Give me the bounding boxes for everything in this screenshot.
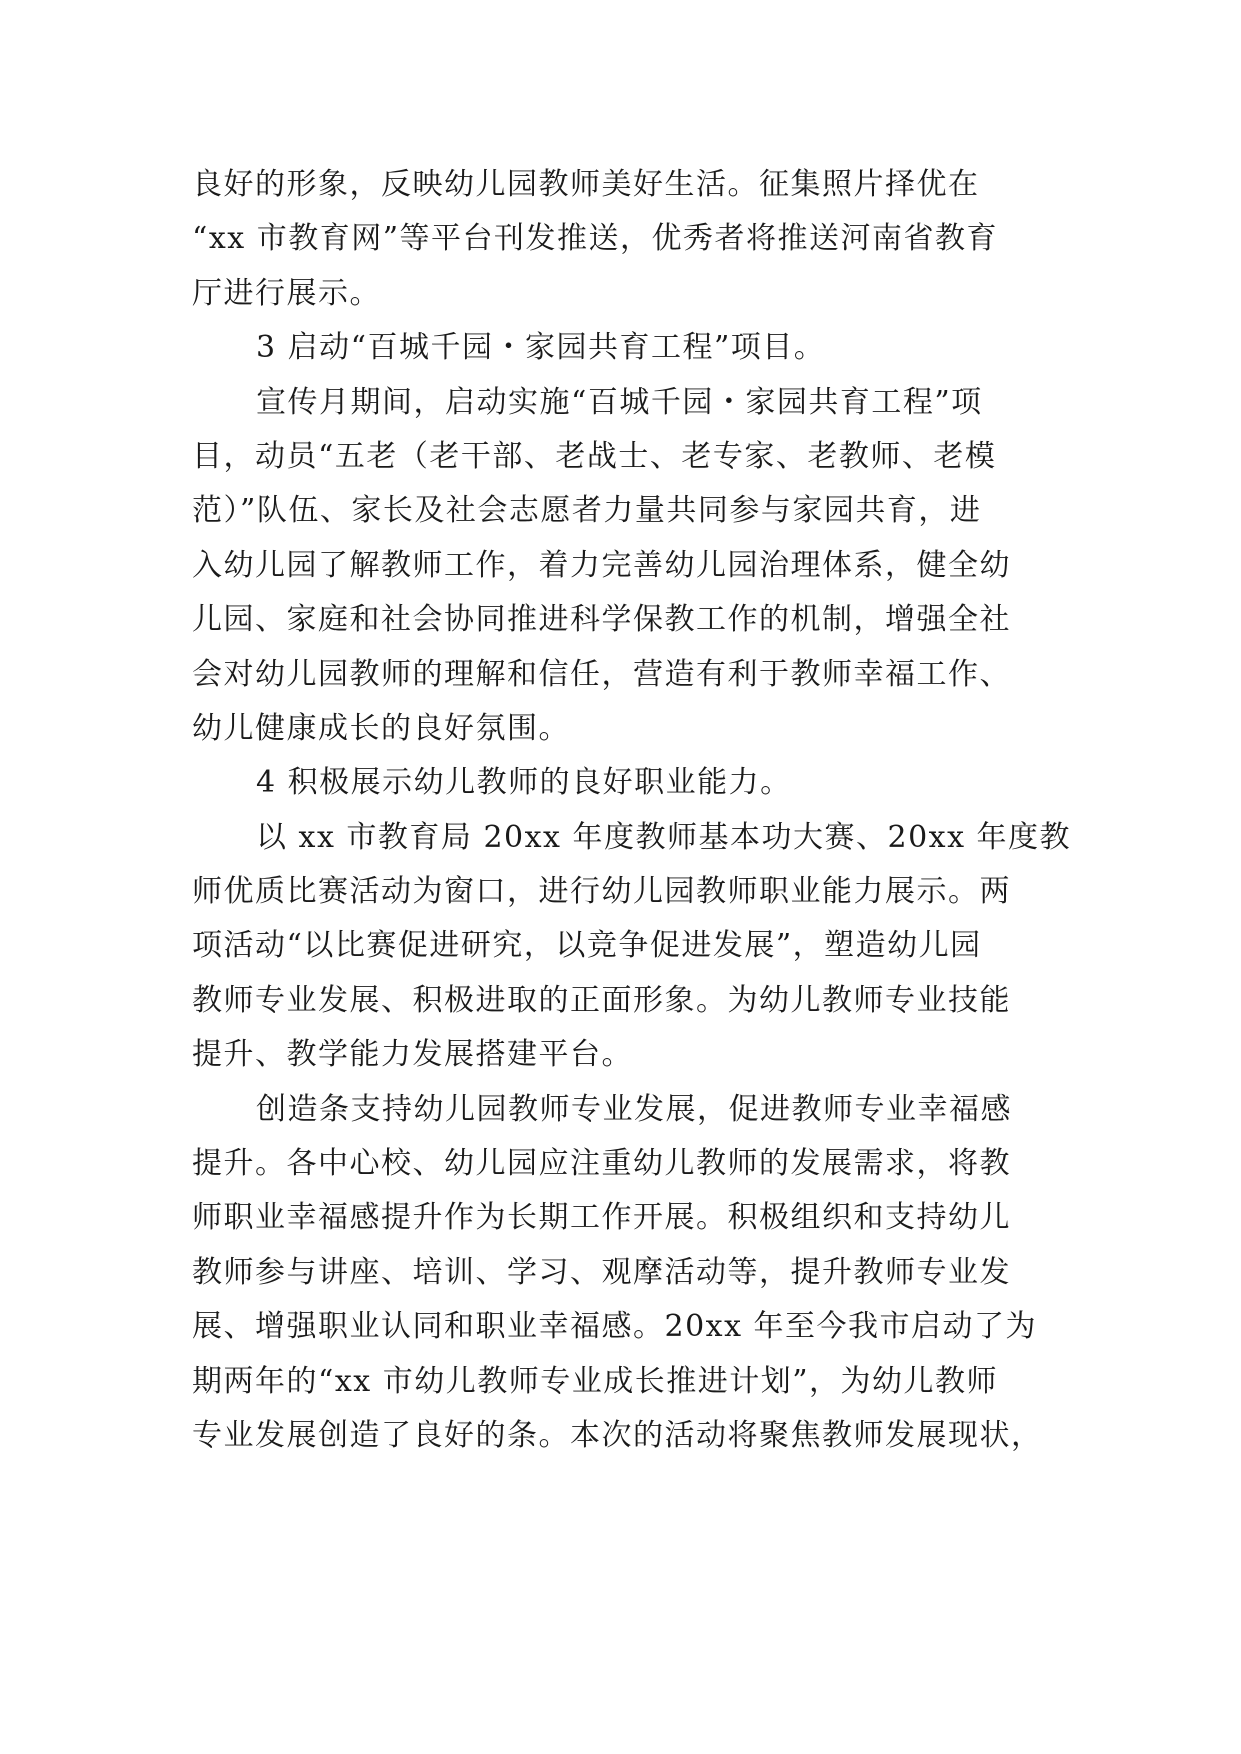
text-line: 师优质比赛活动为窗口，进行幼儿园教师职业能力展示。两 bbox=[192, 874, 1011, 910]
text-line: 儿园、家庭和社会协同推进科学保教工作的机制，增强全社 bbox=[192, 602, 1011, 638]
text-line: 专业发展创造了良好的条。本次的活动将聚焦教师发展现状， bbox=[192, 1417, 1043, 1453]
text-line: 良好的形象，反映幼儿园教师美好生活。征集照片择优在 bbox=[192, 167, 980, 202]
text-line: 厅进行展示。 bbox=[192, 275, 381, 311]
text-line: 宣传月期间，启动实施“百城千园・家园共育工程”项 bbox=[256, 384, 983, 420]
text-line: 提升、教学能力发展搭建平台。 bbox=[192, 1037, 633, 1073]
text-line: 创造条支持幼儿园教师专业发展，促进教师专业幸福感 bbox=[256, 1091, 1012, 1127]
body-text bbox=[192, 158, 1072, 1463]
section-heading-4: 4 积极展示幼儿教师的良好职业能力。 bbox=[256, 765, 792, 801]
text-line: 期两年的“xx 市幼儿教师专业成长推进计划”，为幼儿教师 bbox=[192, 1363, 999, 1399]
section-heading-3: 3 启动“百城千园・家园共育工程”项目。 bbox=[256, 330, 826, 366]
text-line: 以 xx 市教育局 20xx 年度教师基本功大赛、20xx 年度教 bbox=[256, 819, 1072, 855]
text-line: 会对幼儿园教师的理解和信任，营造有利于教师幸福工作、 bbox=[192, 656, 1011, 692]
text-line: “xx 市教育网”等平台刊发推送，优秀者将推送河南省教育 bbox=[192, 221, 999, 257]
text-line: 范）”队伍、家长及社会志愿者力量共同参与家园共育，进 bbox=[192, 493, 982, 529]
text-line: 教师参与讲座、培训、学习、观摩活动等，提升教师专业发 bbox=[192, 1254, 1011, 1290]
text-line: 教师专业发展、积极进取的正面形象。为幼儿教师专业技能 bbox=[192, 982, 1011, 1018]
text-line: 提升。各中心校、幼儿园应注重幼儿教师的发展需求，将教 bbox=[192, 1146, 1011, 1182]
text-line: 目，动员“五老（老干部、老战士、老专家、老教师、老模 bbox=[192, 438, 997, 474]
text-line: 项活动“以比赛促进研究，以竞争促进发展”，塑造幼儿园 bbox=[192, 928, 982, 964]
text-line: 幼儿健康成长的良好氛围。 bbox=[192, 710, 570, 746]
text-line: 师职业幸福感提升作为长期工作开展。积极组织和支持幼儿 bbox=[192, 1200, 1011, 1236]
text-line: 入幼儿园了解教师工作，着力完善幼儿园治理体系，健全幼 bbox=[192, 547, 1011, 583]
text-line: 展、增强职业认同和职业幸福感。20xx 年至今我市启动了为 bbox=[192, 1309, 1038, 1345]
